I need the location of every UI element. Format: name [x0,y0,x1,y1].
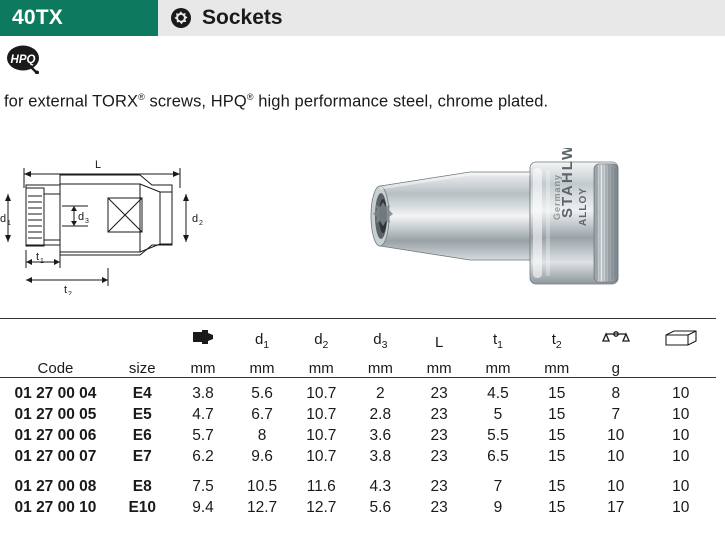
unit-d1: mm [249,360,275,377]
unit-pack [645,351,716,378]
table-header-units [0,351,716,378]
cell-d1: 6.7 [251,406,273,423]
cell-t1: 7 [493,478,503,495]
cell-weight: 10 [607,478,625,495]
cell-t2: 15 [548,478,566,495]
cell-weight: 17 [607,499,625,516]
unit-weight: g [611,360,620,377]
svg-text:d: d [78,211,85,223]
cell-d3: 5.6 [369,499,392,516]
cell-L: 23 [430,478,448,495]
cell-d2: 11.6 [306,478,336,495]
cell-L: 23 [430,448,448,465]
cell-pack: 10 [672,499,690,516]
table-header-icons [0,323,716,351]
cell-weight: 8 [611,385,621,402]
cell-t2: 15 [548,499,566,516]
unit-d2: mm [308,360,334,377]
cell-drive: 6.2 [192,448,214,465]
description-part-3: high performance steel, chrome plated. [253,92,549,111]
header-t2: $t_2$ [551,331,562,351]
cell-size: E10 [128,499,157,516]
cell-drive: 4.7 [192,406,214,423]
cell-d1: 8 [257,427,267,444]
header-L: L [434,334,444,351]
cell-pack: 10 [672,385,690,402]
cell-d2: 10.7 [306,448,337,465]
table-row[interactable] [0,475,716,496]
header-d3: $d_3$ [373,331,388,351]
unit-L: mm [426,360,452,377]
product-code-badge: 40TX [0,0,158,36]
cell-t1: 5.5 [487,427,509,444]
cell-d1: 9.6 [251,448,273,465]
cell-t1: 5 [493,406,503,423]
header-code: Code [37,360,74,377]
svg-text:d: d [0,213,7,225]
cell-L: 23 [430,427,448,444]
svg-text:3: 3 [85,218,89,225]
cell-d2: 10.7 [306,427,337,444]
cell-drive: 7.5 [192,478,214,495]
page-title-bar [158,0,725,36]
cell-d3: 2.8 [369,406,392,423]
svg-text:2: 2 [68,291,72,295]
table-row[interactable] [0,496,716,517]
svg-text:t: t [64,284,68,295]
cell-t2: 15 [548,406,566,423]
table-group-spacer [0,466,716,475]
cell-size: E4 [132,385,152,402]
cell-d1: 10.5 [246,478,278,495]
cell-d2: 12.7 [306,499,337,516]
unit-t2: mm [544,360,570,377]
cell-code: 01 27 00 06 [14,427,97,444]
cell-d3: 3.8 [369,448,392,465]
cell-d2: 10.7 [306,406,337,423]
cell-code: 01 27 00 05 [14,406,97,423]
cell-code: 01 27 00 08 [14,478,97,495]
cell-pack: 10 [672,448,690,465]
page-header [0,0,725,36]
drive-square-icon [174,323,233,351]
header-d2: $d_2$ [314,331,329,351]
specifications-table [0,318,725,517]
balance-scale-icon [586,323,645,351]
cell-pack: 10 [672,406,690,423]
cell-pack: 10 [672,427,690,444]
svg-text:1: 1 [7,220,11,227]
cell-d3: 2 [376,385,385,402]
cell-drive: 9.4 [192,499,214,516]
cell-t2: 15 [548,427,566,444]
svg-text:2: 2 [199,220,203,227]
cell-d2: 10.7 [306,385,337,402]
cell-weight: 10 [607,448,625,465]
header-d1: $d_1$ [254,331,270,351]
svg-text:d: d [192,213,199,225]
cell-size: E7 [132,448,152,465]
header-t1: $t_1$ [492,331,503,351]
cell-pack: 10 [672,478,690,495]
cell-d3: 4.3 [369,478,392,495]
torx-socket-icon [170,7,192,29]
svg-text:HPQ: HPQ [10,54,36,66]
description-part-1: for external TORX [4,92,139,111]
table-row[interactable] [0,403,716,424]
svg-text:L: L [94,159,102,171]
cell-L: 23 [430,406,448,423]
box-icon [645,323,716,351]
svg-text:1: 1 [40,258,44,265]
svg-text:STAHLWILLE: STAHLWILLE [559,148,576,218]
cell-size: E5 [132,406,152,423]
product-photo [350,148,650,298]
registered-mark-2: ® [246,92,254,102]
cell-t1: 9 [493,499,503,516]
header-size: size [128,360,156,377]
table-row[interactable] [0,445,716,466]
cell-t2: 15 [548,385,566,402]
cell-size: E6 [132,427,152,444]
cell-drive: 5.7 [192,427,214,444]
cell-t1: 4.5 [487,385,509,402]
unit-d3: mm [367,360,393,377]
cell-code: 01 27 00 10 [14,499,97,516]
cell-L: 23 [430,499,448,516]
technical-drawing [0,150,210,295]
registered-mark-1: ® [138,92,145,102]
cell-drive: 3.8 [192,385,214,402]
cell-d1: 12.7 [246,499,278,516]
unit-drive: mm [190,360,216,377]
svg-text:Germany: Germany [552,173,562,220]
cell-t1: 6.5 [487,448,509,465]
cell-code: 01 27 00 07 [14,448,97,465]
description-part-2: screws, HPQ [144,92,247,111]
svg-text:ALLOY: ALLOY [578,187,589,226]
table-row[interactable] [0,382,716,403]
cell-t2: 15 [548,448,566,465]
cell-d1: 5.6 [251,385,273,402]
page-title-text: Sockets [202,6,283,29]
cell-size: E8 [132,478,152,495]
cell-weight: 10 [607,427,625,444]
cell-code: 01 27 00 04 [14,385,97,402]
cell-d3: 3.6 [369,427,392,444]
table-row[interactable] [0,424,716,445]
unit-t1: mm [485,360,511,377]
hpq-logo [6,44,48,74]
svg-text:t: t [36,251,40,263]
product-description [4,92,548,112]
cell-weight: 7 [611,406,621,423]
cell-L: 23 [430,385,448,402]
